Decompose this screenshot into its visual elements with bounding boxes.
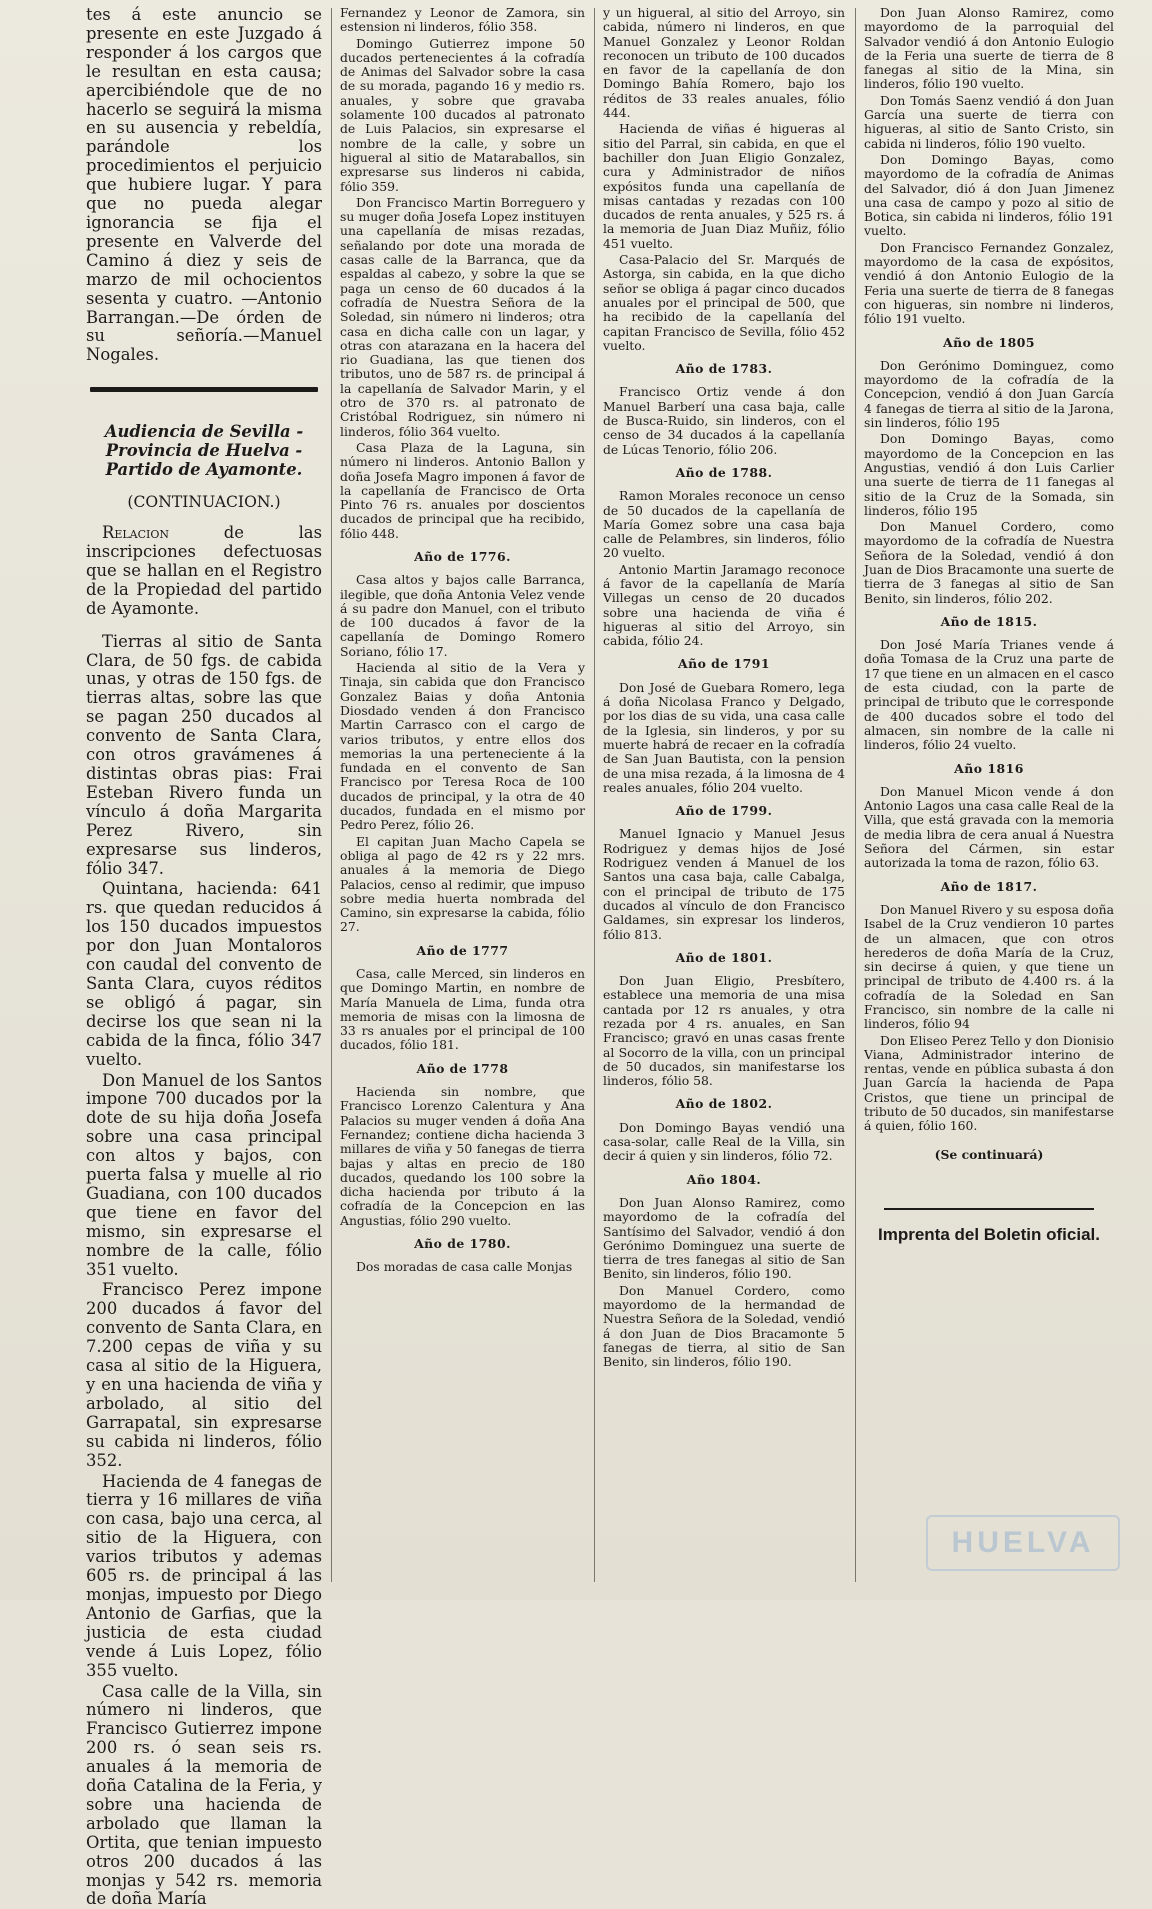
year-heading: Año de 1791 xyxy=(603,657,845,671)
entry: Casa altos y bajos calle Barranca, ilegible, que doña Antonia Velez vende á su padre don Manuel, con el tributo de 100 ducados á favor de la capellanía de Domingo Romero Soriano, fólio 17. xyxy=(340,573,585,659)
entry: Don Manuel de los Santos impone 700 ducados por la dote de su hija doña Josefa sobre una casa principal con altos y bajos, con puerta falsa y muelle al rio Guadiana, con 100 ducados que tiene en favor del mismo, sin expresarse el nombre de la calle, fólio 351 vuelto. xyxy=(86,1072,322,1280)
entry: Don Domingo Bayas vendió una casa-solar, calle Real de la Villa, sin decir á quien y sin linderos, fólio 72. xyxy=(603,1121,845,1164)
entry: Don José María Trianes vende á doña Tomasa de la Cruz una parte de 17 que tiene en un almacen en el casco de esta ciudad, con la parte de principal de tributo que le corresponde de 400 ducados sobre el todo del almacen, sin nombre de la calle ni linderos, fólio 24 vuelto. xyxy=(864,638,1114,752)
column-1 xyxy=(86,6,322,1592)
entry: Don Francisco Fernandez Gonzalez, mayordomo de la casa de expósitos, vendió á don Antonio Eulogio de la Feria una suerte de tierra de 8 fanegas con higueras, sin nombre ni linderos, fólio 191 vuelto. xyxy=(864,241,1114,327)
entry: Don Manuel Rivero y su esposa doña Isabel de la Cruz vendieron 10 partes de un almacen, que con otros herederos de doña María de la Cruz, sin decirse á quien, y que tiene un principal de tributo de 4.400 rs. á la cofradía de la Soledad en San Francisco, sin nombre de la calle ni linderos, fólio 94 xyxy=(864,903,1114,1032)
entry: Hacienda al sitio de la Vera y Tinaja, sin cabida que don Francisco Gonzalez Baias y doña Antonia Diosdado venden á don Francisco Martin Carrasco con el cargo de varios tributos, y entre ellos dos memorias la una perteneciente á la fundada en el convento de San Francisco por Teresa Roca de 100 ducados de principal, y la otra de 40 ducados, fundada en el mismo por Pedro Perez, fólio 26. xyxy=(340,661,585,833)
year-heading: Año de 1815. xyxy=(864,615,1114,629)
entry: Don José de Guebara Romero, lega á doña Nicolasa Franco y Delgado, por los dias de su vida, una casa calle de la Iglesia, sin linderos, y por su muerte habrá de recaer en la cofradía de San Juan Bautista, con la pension de una misa rezada, á la limosna de 4 reales anuales, fólio 204 vuelto. xyxy=(603,681,845,795)
entry: Casa-Palacio del Sr. Marqués de Astorga, sin cabida, en la que dicho señor se obliga á pagar cinco ducados anuales por el principal de 500, que ha recibido de la capellanía del capitan Francisco de Sevilla, fólio 452 vuelto. xyxy=(603,253,845,353)
entry: Hacienda de 4 fanegas de tierra y 16 millares de viña con casa, bajo una cerca, al sitio de la Higuera, con varios tributos y ademas 605 rs. de principal á las monjas, impuesto por Diego Antonio de Garfias, que la justicia de esta ciudad vende á Luis Lopez, fólio 355 vuelto. xyxy=(86,1473,322,1681)
entry: Don Gerónimo Dominguez, como mayordomo de la cofradía de la Concepcion, vendió á don Juan García 4 fanegas de tierra al sitio de la Jarona, sin linderos, fólio 195 xyxy=(864,359,1114,430)
entry: Domingo Gutierrez impone 50 ducados pertenecientes á la cofradía de Animas del Salvador sobre la casa de su morada, pagando 16 y medio rs. anuales, y sobre que gravaba solamente 100 ducados al patronato de Luis Palacios, sin expresarse el nombre de la calle, y sobre un higueral al sitio de Mataraballos, sin expresarse sus linderos ni cabida, fólio 359. xyxy=(340,37,585,194)
column-divider xyxy=(331,8,332,1582)
continuation-label: (CONTINUACION.) xyxy=(86,493,322,512)
column-4-entries xyxy=(864,6,1114,1162)
entry: y un higueral, al sitio del Arroyo, sin cabida, número ni linderos, en que Manuel Gonzalez y Leonor Roldan reconocen un tributo de 100 ducados en favor de la capellanía de don Domingo Bahía Romero, bajo los réditos de 33 reales anuales, fólio 444. xyxy=(603,6,845,120)
entry: Francisco Perez impone 200 ducados á favor del convento de Santa Clara, en 7.200 cepas de viña y su casa al sitio de la Higuera, y en una hacienda de viña y arbolado, al sitio del Garrapatal, sin expresarse su cabida ni linderos, fólio 352. xyxy=(86,1281,322,1470)
entry: Don Juan Alonso Ramirez, como mayordomo de la parroquial del Salvador vendió á don Antonio Eulogio de la Feria una suerte de tierra de 8 fanegas al sitio de la Mina, sin linderos, fólio 190 vuelto. xyxy=(864,6,1114,92)
entry: Dos moradas de casa calle Monjas xyxy=(340,1260,585,1274)
entry: Don Domingo Bayas, como mayordomo de la cofradía de Animas del Salvador, dió á don Juan Jimenez una casa de campo y pozo al sitio de Botica, sin cabida ni linderos, fólio 191 vuelto. xyxy=(864,153,1114,239)
entry: Quintana, hacienda: 641 rs. que quedan reducidos á los 150 ducados impuestos por don Juan Montaloros con caudal del convento de Santa Clara, cuyos réditos se obligó á pagar, sin decirse los que sean ni la cabida de la finca, fólio 347 vuelto. xyxy=(86,880,322,1069)
entry: Hacienda sin nombre, que Francisco Lorenzo Calentura y Ana Palacios su muger venden á doña Ana Fernandez; contiene dicha hacienda 3 millares de viña y 50 fanegas de tierra bajas y altas en precio de 180 ducados, quedando los 100 sobre la dicha hacienda por tributo á la cofradía de la Concepcion en las Angustias, fólio 290 vuelto. xyxy=(340,1085,585,1228)
archive-watermark xyxy=(926,1515,1120,1571)
year-heading: Año 1804. xyxy=(603,1173,845,1187)
year-heading: Año de 1777 xyxy=(340,944,585,958)
year-heading: Año de 1805 xyxy=(864,336,1114,350)
entry: Don Tomás Saenz vendió á don Juan García una suerte de tierra con higueras, al sitio de Santo Cristo, sin cabida ni linderos, fólio 190 vuelto. xyxy=(864,94,1114,151)
entry: Casa Plaza de la Laguna, sin número ni linderos. Antonio Ballon y doña Josefa Magro imponen á favor de la capellanía de Francisco de Orta Pinto 76 rs. anuales por doscientos ducados de principal que ha recibido, fólio 448. xyxy=(340,441,585,541)
section-intro xyxy=(86,524,322,619)
printer-imprint: Imprenta del Boletin oficial. xyxy=(864,1228,1114,1242)
year-heading: Año 1816 xyxy=(864,762,1114,776)
column-3 xyxy=(603,6,845,1592)
entry: Tierras al sitio de Santa Clara, de 50 fgs. de cabida unas, y otras de 150 fgs. de tierras altas, sobre las que se pagan 250 ducados al convento de Santa Clara, con otros gravámenes á distintas obras pias: Frai Esteban Rivero funda un vínculo á doña Margarita Perez Rivero, sin expresarse sus linderos, fólio 347. xyxy=(86,633,322,879)
entry: Don Domingo Bayas, como mayordomo de la Concepcion en las Angustias, vendió á don Luis Carlier una suerte de tierra de 11 fanegas al sitio de la Cruz de la Somada, sin linderos, fólio 195 xyxy=(864,432,1114,518)
column-divider xyxy=(855,8,856,1582)
entry: Ramon Morales reconoce un censo de 50 ducados de la capellanía de María Gomez sobre una casa baja calle de Pelambres, sin linderos, fólio 20 vuelto. xyxy=(603,489,845,560)
closing-rule xyxy=(884,1208,1094,1210)
year-heading: Año de 1783. xyxy=(603,362,845,376)
watermark-text: HUELVA xyxy=(952,1526,1095,1560)
year-heading: Año de 1802. xyxy=(603,1097,845,1111)
entry: Don Francisco Martin Borreguero y su muger doña Josefa Lopez instituyen una capellanía de misas rezadas, señalando por dote una morada de casas calle de la Barranca, que da espaldas al cabezo, y sobre la que se paga un censo de 60 ducados á la cofradía de Nuestra Señora de la Soledad, sin número ni linderos; otra casa en dicha calle con un lagar, y otras con atarazana en la hacera del rio Guadiana, las que tienen dos tributos, uno de 587 rs. de principal á la capellanía de Salvador Marin, y el otro de 370 rs. al patronato de Cristóbal Rodriguez, sin número ni linderos, fólio 364 vuelto. xyxy=(340,196,585,439)
entry: Antonio Martin Jaramago reconoce á favor de la capellanía de María Villegas un censo de 20 ducados sobre una hacienda de viña é higueras al sitio del Arroyo, sin cabida, fólio 24. xyxy=(603,563,845,649)
entry: Fernandez y Leonor de Zamora, sin estension ni linderos, fólio 358. xyxy=(340,6,585,35)
year-heading: Año de 1780. xyxy=(340,1237,585,1251)
entry: Casa calle de la Villa, sin número ni linderos, que Francisco Gutierrez impone 200 rs. ó sean seis rs. anuales á la memoria de doña Catalina de la Feria, y sobre una hacienda de arbolado que llaman la Ortita, que tenian impuesto otros 200 ducados á las monjas y 542 rs. memoria de doña María xyxy=(86,1683,322,1909)
year-heading: Año de 1776. xyxy=(340,550,585,564)
intro-lead: Relacion xyxy=(102,523,169,542)
entry: Don Juan Eligio, Presbítero, establece una memoria de una misa cantada por 12 rs anuales, y otra rezada por 4 rs. anuales, en San Francisco; gravó en unas casas frente al Socorro de la villa, con un principal de 50 ducados, sin manifestarse los linderos, fólio 58. xyxy=(603,974,845,1088)
entry: Don Juan Alonso Ramirez, como mayordomo de la cofradía del Santísimo del Salvador, vendió á don Gerónimo Dominguez una suerte de tierra de tres fanegas al sitio de San Benito, sin linderos, fólio 190. xyxy=(603,1196,845,1282)
entry: Manuel Ignacio y Manuel Jesus Rodriguez y demas hijos de José Rodriguez venden á Manuel de los Santos una casa baja, calle Cabalga, con el principal de tributo de 175 ducados al vínculo de don Francisco Galdames, sin expresar los linderos, fólio 813. xyxy=(603,827,845,941)
year-heading: Año de 1788. xyxy=(603,466,845,480)
entry: El capitan Juan Macho Capela se obliga al pago de 42 rs y 22 mrs. anuales á la memoria de Diego Palacios, censo al redimir, que impuso sobre media huerta nombrada del Camino, sin expresarse la cabida, fólio 27. xyxy=(340,835,585,935)
entry: Don Manuel Cordero, como mayordomo de la hermandad de Nuestra Señora de la Soledad, vendió á don Juan de Dios Bracamonte 5 fanegas de tierra, al sitio de San Benito, sin linderos, fólio 190. xyxy=(603,1284,845,1370)
year-heading: Año de 1801. xyxy=(603,951,845,965)
section-divider xyxy=(90,387,318,392)
section-header: Audiencia de Sevilla -Provincia de Huelva -Partido de Ayamonte. xyxy=(86,422,322,479)
column-divider xyxy=(594,8,595,1582)
intro-text: de las inscripciones defectuosas que se hallan en el Registro de la Propiedad del partido de Ayamonte. xyxy=(86,523,322,618)
entry: Don Manuel Cordero, como mayordomo de la cofradía de Nuestra Señora de la Soledad, vendió á don Juan de Dios Bracamonte una suerte de tierra de 3 fanegas al sitio de San Benito, sin linderos, fólio 202. xyxy=(864,520,1114,606)
column-2 xyxy=(340,6,585,1592)
entry: Casa, calle Merced, sin linderos en que Domingo Martin, en nombre de María Manuela de Lima, funda otra memoria de misas con la limosna de 33 rs anuales por el principal de 100 ducados, fólio 181. xyxy=(340,967,585,1053)
year-heading: Año de 1778 xyxy=(340,1062,585,1076)
year-heading: Año de 1799. xyxy=(603,804,845,818)
entry: Don Manuel Micon vende á don Antonio Lagos una casa calle Real de la Villa, que está gravada con la memoria de media libra de cera anual á Nuestra Señora del Cármen, sin estar autorizada la toma de razon, fólio 63. xyxy=(864,785,1114,871)
entry: Don Eliseo Perez Tello y don Dionisio Viana, Administrador interino de rentas, vende en pública subasta á don Juan García la hacienda de Papa Cristos, que tiene un principal de tributo de 50 ducados, sin manifestarse á quien, fólio 160. xyxy=(864,1034,1114,1134)
year-heading: Año de 1817. xyxy=(864,880,1114,894)
edict-closing-paragraph: tes á este anuncio se presente en este Juzgado á responder á los cargos que le resultan en esta causa; apercibiéndole que de no hacerlo se seguirá la misma en su ausencia y rebeldía, parándole los procedimientos el perjuicio que hubiere lugar. Y para que no pueda alegar ignorancia se fija el presente en Valverde del Camino á diez y seis de marzo de mil ochocientos sesenta y cuatro. —Antonio Barrangan.—De órden de su señoría.—Manuel Nogales. xyxy=(86,6,322,365)
column-4 xyxy=(864,6,1114,1592)
entry: Hacienda de viñas é higueras al sitio del Parral, sin cabida, en que el bachiller don Juan Eligio Gonzalez, cura y Administrador de niños expósitos funda una capellanía de misas cantadas y rezadas con 100 ducados de renta anuales, y 525 rs. á la memoria de Juan Diaz Muñiz, fólio 451 vuelto. xyxy=(603,122,845,251)
to-be-continued: (Se continuará) xyxy=(864,1148,1114,1162)
entry: Francisco Ortiz vende á don Manuel Barberí una casa baja, calle de Busca-Ruido, sin linderos, con el censo de 34 ducados á la capellanía de Lúcas Tenorio, fólio 206. xyxy=(603,385,845,456)
